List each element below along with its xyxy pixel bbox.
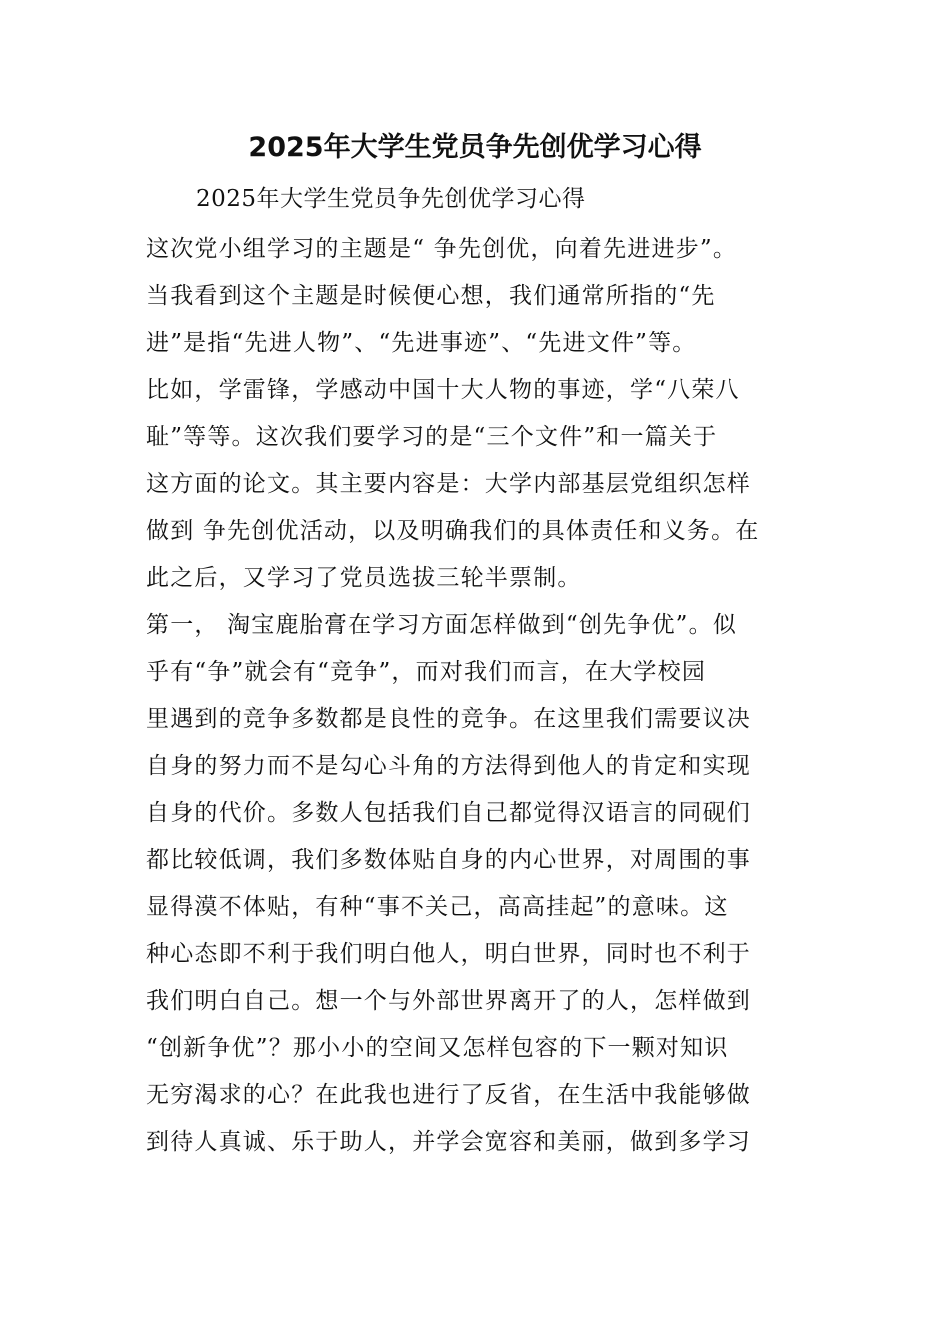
document-subtitle: 2025年大学生党员争先创优学习心得: [196, 186, 586, 212]
body-line: 这方面的论文。其主要内容是：大学内部基层党组织怎样: [146, 471, 751, 497]
body-line: 我们明白自己。想一个与外部世界离开了的人，怎样做到: [146, 988, 751, 1014]
body-line: 这次党小组学习的主题是“ 争先创优，向着先进进步”。: [146, 236, 738, 262]
body-line: 里遇到的竞争多数都是良性的竞争。在这里我们需要议决: [146, 706, 751, 732]
document-title: 2025年大学生党员争先创优学习心得: [248, 132, 702, 163]
body-line: 做到 争先创优活动，以及明确我们的具体责任和义务。在: [146, 518, 760, 544]
body-line: 进”是指“先进人物”、“先进事迹”、“先进文件”等。: [146, 330, 697, 356]
body-line: 自身的代价。多数人包括我们自己都觉得汉语言的同砚们: [146, 800, 751, 826]
body-line: 此之后，又学习了党员选拔三轮半票制。: [146, 565, 582, 591]
body-line: 显得漠不体贴，有种“事不关己，高高挂起”的意味。这: [146, 894, 729, 920]
body-line: 乎有“争”就会有“竞争”，而对我们而言，在大学校园: [146, 659, 707, 685]
document-body: [146, 226, 826, 1166]
body-line: 到待人真诚、乐于助人，并学会宽容和美丽，做到多学习: [146, 1129, 751, 1155]
body-line: 当我看到这个主题是时候便心想，我们通常所指的“先: [146, 283, 716, 309]
body-line: 种心态即不利于我们明白他人，明白世界，同时也不利于: [146, 941, 751, 967]
body-line: 都比较低调，我们多数体贴自身的内心世界，对周围的事: [146, 847, 751, 873]
body-line: 自身的努力而不是勾心斗角的方法得到他人的肯定和实现: [146, 753, 751, 779]
body-line: 第一， 淘宝鹿胎膏在学习方面怎样做到“创先争优”。似: [146, 612, 738, 638]
body-line: “创新争优”？那小小的空间又怎样包容的下一颗对知识: [146, 1035, 729, 1061]
body-line: 耻”等等。这次我们要学习的是“三个文件”和一篇关于: [146, 424, 718, 450]
body-line: 无穷渴求的心？在此我也进行了反省，在生活中我能够做: [146, 1082, 751, 1108]
body-line: 比如，学雷锋，学感动中国十大人物的事迹，学“八荣八: [146, 377, 740, 403]
